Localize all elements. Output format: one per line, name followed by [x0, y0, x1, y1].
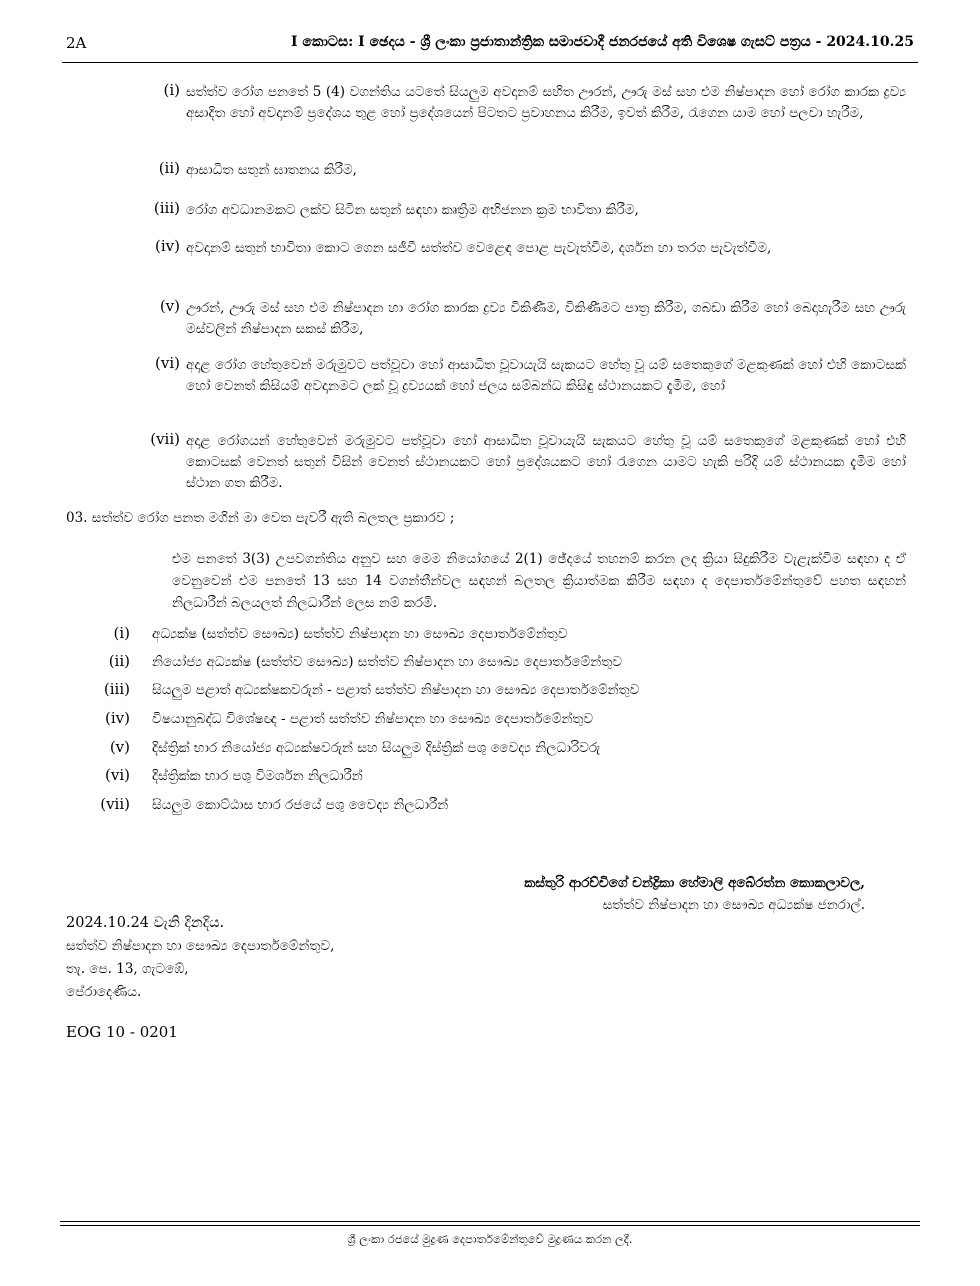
officer-item-3 [96, 682, 796, 704]
footer-rule [60, 1221, 920, 1222]
officer-item-1 [96, 626, 796, 648]
signature-block [524, 872, 865, 916]
item-text: රෝග අවධානමකට ලක්ව සිටින සතුන් සඳහා කෘත්‍රිම අභිජනන ක්‍රම භාවිතා කිරීම, [186, 202, 639, 218]
item-text: ආසාධිත සතුන් ඝාතනය කිරීම, [186, 162, 357, 178]
item-number: (i) [163, 81, 180, 99]
footer-rule [60, 1225, 920, 1226]
officer-number: (i) [113, 624, 130, 642]
officer-item-7 [96, 797, 796, 819]
officer-number: (iv) [105, 709, 130, 727]
header-rule [62, 62, 918, 63]
item-number: (vi) [155, 354, 180, 372]
item-text: ඌරන්, ඌරු මස් සහ එම නිෂ්පාදන හා රෝග කාරක ද්‍රව්‍ය විකිණීම, විකිණීමට පාත්‍ර කිරීම, ගබඩා කිරීම හෝ බෙදාහැරීම සහ ඌරු මස්වලින් නිෂ්පාදන සකස් කිරීම, [186, 300, 906, 337]
officer-item-6 [96, 768, 796, 790]
officer-text: විෂයානුබද්ධ විශේෂඥ - පළාත් සත්ත්ව නිෂ්පාදන හා සෞඛ්‍ය දෙපාර්තමේන්තුව [152, 711, 594, 727]
officer-item-2 [96, 654, 796, 676]
item-number: (vii) [150, 430, 180, 448]
signatory-designation: සත්ත්ව නිෂ්පාදන හා සෞඛ්‍ය අධ්‍යක්ෂ ජනරාල්. [602, 897, 865, 913]
prohibition-item-5 [159, 297, 906, 340]
page-header [66, 34, 914, 56]
address-line: තැ. පෙ. 13, ගැටඹේ, [66, 961, 189, 977]
officer-item-5 [96, 740, 796, 762]
signatory-name: කස්තුරි ආරච්චිගේ චන්ද්‍රිකා හේමාලි අබේරත්න කොකලාවල, [524, 875, 865, 891]
header-title: I කොටස: I ඡෙදය - ශ්‍රී ලංකා ප්‍රජාතාන්ත්‍රික සමාජවාදී ජනරජයේ අති විශෙෂ ගැසට් පත්‍රය - 2024.10.25 [291, 34, 914, 50]
item-number: (ii) [158, 159, 180, 177]
prohibition-item-3 [153, 199, 906, 221]
officer-number: (v) [109, 738, 130, 756]
officer-text: සියලුම පළාත් අධ්‍යක්ෂකවරුන් - පළාත් සත්ත්ව නිෂ්පාදන හා සෞඛ්‍ය දෙපාර්තමේන්තුව [152, 682, 640, 698]
prohibition-item-1 [163, 81, 906, 124]
officer-text: දිස්ත්‍රික් භාර නියෝජ්‍ය අධ්‍යක්ෂවරුන් සහ සියලුම දිස්ත්‍රික් පශු වෛද්‍ය නිලධාරිවරු [152, 740, 601, 756]
item-text: අදාළ රෝගයන් හේතුවෙන් මරුමුවට පත්වූවා හෝ ආසාධිත වූවායැයි සැකයට හේතු වූ යම් සතෙකුගේ මළකුණක් හෝ එහි කොටසක් වෙනත් සතුන් විසින් වෙනත් ස්ථානයකට හෝ ප්‍රදේශයකට හෝ රැගෙන යාමට හැකි පරිදි යම් ස්ථානයක දැමීම හෝ ස්ථාන ගත කිරීම. [186, 433, 906, 491]
officer-number: (vii) [100, 795, 130, 813]
officer-number: (ii) [108, 652, 130, 670]
officer-text: දිස්ත්‍රික්ක භාර පශු විමර්ශන නිලධාරීන් [152, 768, 363, 784]
item-text: අදාළ රෝග හේතුවෙන් මරුමුවට පත්වූවා හෝ ආසාධිත වූවායැයි සැකයට හේතු වූ යම් සතෙකුගේ මළකුණක් හෝ එහි කොටසක් හෝ වෙනත් කිසියම් අවදානමට ලක් වූ ද්‍රව්‍යයක් හෝ ජලය සම්බන්ධ කිසිඳු ස්ථානයකට දැමීම, හෝ [186, 357, 906, 394]
officer-number: (iii) [103, 680, 130, 698]
officer-item-4 [96, 711, 796, 733]
item-text: සත්ත්ව රෝග පනතේ 5 (4) වගන්තිය යටතේ සියලුම අවදානම් සහිත ඌරන්, ඌරු මස් සහ එම නිෂ්පාදන හෝ රෝග කාරක ද්‍රව්‍ය අසාදිත හෝ අවදානම් ප්‍රදේශය තුළ හෝ ප්‍රදේශයෙන් පිටතට ප්‍රවාහනය කිරීම, ඉවත් කිරීම, රැගෙන යාම හෝ පලවා හැරීම, [186, 84, 906, 121]
item-text: අවදානම් සතුන් භාවිතා කොට ගෙන සජීවී සත්ත්ව වෙළෙඳ පොළ පැවැත්වීම, දර්ශන හා තරග පැවැත්වීම, [186, 240, 772, 256]
item-number: (v) [159, 297, 180, 315]
address-line: පේරාදෙණිය. [66, 984, 142, 1000]
address-line: සත්ත්ව නිෂ්පාදන හා සෞඛ්‍ය දෙපාර්තමේන්තුව, [66, 938, 335, 954]
prohibition-item-4 [155, 237, 906, 259]
item-number: (iii) [153, 199, 180, 217]
officer-number: (vi) [105, 766, 130, 784]
date-address-block [66, 912, 334, 1004]
page-number: 2A [66, 34, 87, 52]
reference-number: EOG 10 - 0201 [66, 1023, 178, 1041]
section-3-body: එම පනතේ 3(3) උපවගන්තිය අනුව සහ මෙම නියෝගයේ 2(1) ඡේදයේ තහනම් කරන ලද ක්‍රියා සිදුකිරීම වැළැක්වීම සඳහා ද ඒ වෙනුවෙන් එම පනතේ 13 සහ 14 වගන්තීන්වල සඳහන් බලතල ක්‍රියාත්මක කිරීම සඳහා ද දෙපාර්තමේන්තුවේ පහත සඳහන් නිලධාරීන් බලයලත් නිලධාරීන් ලෙස නම් කරමි. [172, 551, 906, 611]
officer-text: අධ්‍යක්ෂ (සත්ත්ව සෞඛ්‍ය) සත්ත්ව නිෂ්පාදන හා සෞඛ්‍ය දෙපාර්තමේන්තුව [152, 626, 568, 642]
prohibition-item-7 [150, 430, 906, 494]
printer-footer: ශ්‍රී ලංකා රජයේ මුද්‍රණ දෙපාර්තමේන්තුවේ මුද්‍රණය කරන ලදී. [347, 1232, 633, 1246]
officer-text: සියලුම කොට්ඨාස භාර රජයේ පශු වෛද්‍ය නිලධාරීන් [152, 797, 449, 813]
prohibition-item-2 [158, 159, 906, 181]
issue-date: 2024.10.24 වැනි දිනදිය. [66, 915, 225, 931]
item-number: (iv) [155, 237, 180, 255]
prohibition-item-6 [155, 354, 906, 397]
officer-text: නියෝජ්‍ය අධ්‍යක්ෂ (සත්ත්ව සෞඛ්‍ය) සත්ත්ව නිෂ්පාදන හා සෞඛ්‍ය දෙපාර්තමේන්තුව [152, 654, 622, 670]
section-3-heading: 03. සත්ත්ව රෝග පනත මගින් මා වෙත පැවරී ඇති බලතල ප්‍රකාරව ; [66, 510, 455, 526]
